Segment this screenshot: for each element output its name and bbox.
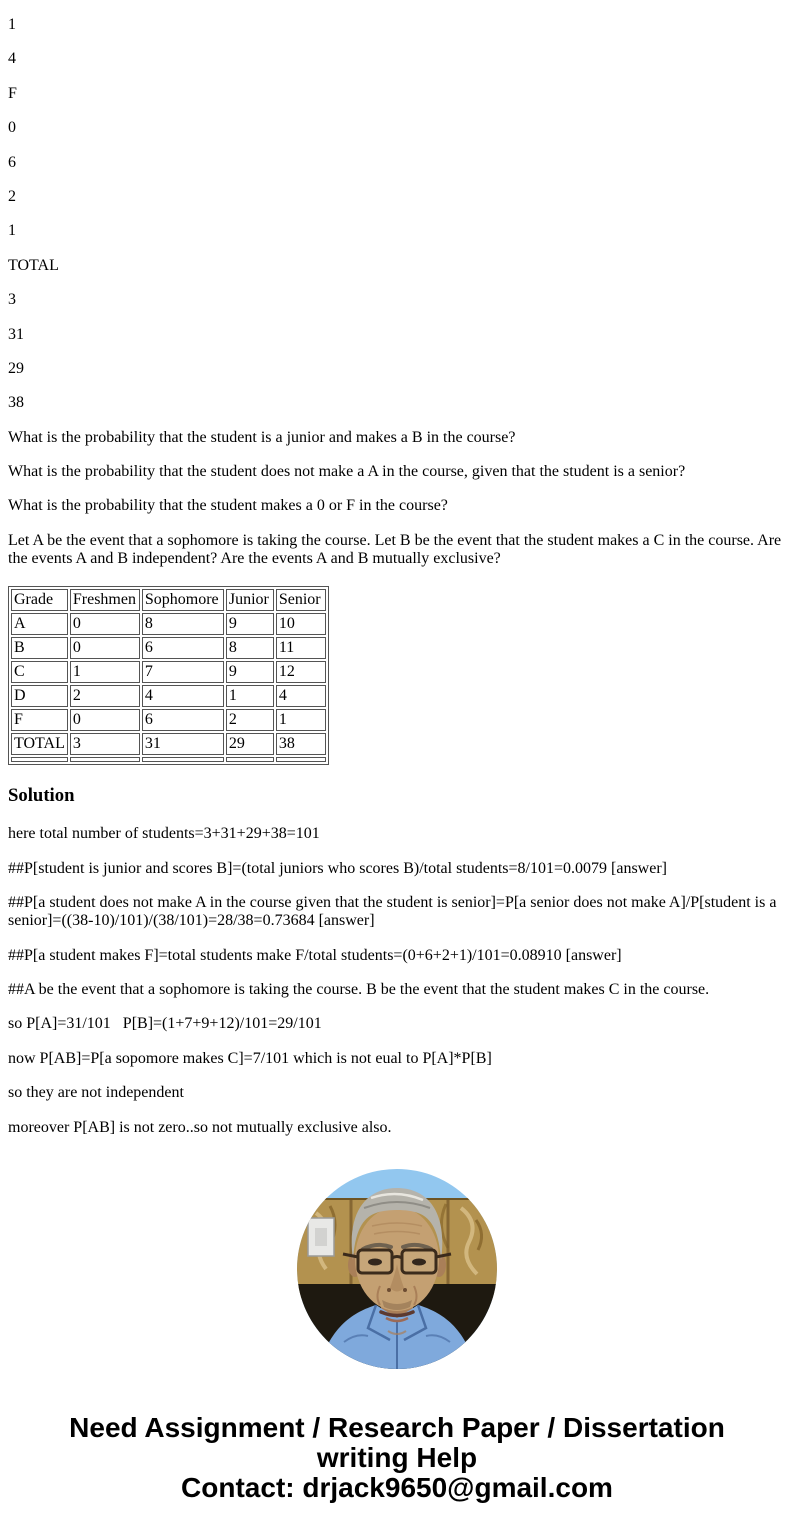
solution-paragraph: ##A be the event that a sophomore is taking the course. B be the event that the student makes C in the course. [8,981,710,999]
glasses-bridge [392,1257,402,1259]
solution-paragraph: here total number of students=3+31+29+38=101 [8,825,320,843]
tutor-photo-container [8,1168,786,1370]
table-cell: D [11,685,68,707]
table-cell: 7 [142,661,224,683]
top-list-item: 29 [8,359,24,377]
table-header-cell: Freshmen [70,589,140,611]
table-cell: 12 [276,661,326,683]
table-cell: 8 [226,637,274,659]
top-list-item: TOTAL [8,256,59,274]
table-cell: 0 [70,637,140,659]
table-cell: 1 [226,685,274,707]
top-list-item: 4 [8,50,16,68]
table-empty-row [11,757,326,762]
table-cell: 1 [70,661,140,683]
top-list-item: 31 [8,325,24,343]
table-empty-cell [70,757,140,762]
footer-contact-line: Contact: drjack9650@gmail.com [181,1472,613,1504]
solution-paragraph: ##P[a student does not make A in the course given that the student is senior]=P[a senior does not make A]/P[student is a senior]=((38-10)/101)/(38/101)=28/38=0.73684 [answer] [8,893,781,930]
table-cell: 2 [70,685,140,707]
table-header-cell: Junior [226,589,274,611]
grade-table-header-row [11,589,326,611]
solution-paragraph: now P[AB]=P[a sopomore makes C]=7/101 which is not eual to P[A]*P[B] [8,1049,492,1067]
table-cell: 0 [70,613,140,635]
question-paragraph: What is the probability that the student makes a 0 or F in the course? [8,497,448,515]
solution-paragraph: so they are not independent [8,1084,184,1102]
solution-paragraph: so P[A]=31/101 P[B]=(1+7+9+12)/101=29/101 [8,1015,322,1033]
table-cell: 0 [70,709,140,731]
solution-heading: Solution [8,784,75,806]
table-cell: 38 [276,733,326,755]
table-cell: 1 [276,709,326,731]
table-cell: 9 [226,661,274,683]
top-list-item: 1 [8,16,16,33]
top-list-item: 2 [8,187,16,205]
question-paragraph: What is the probability that the student is a junior and makes a B in the course? [8,428,516,446]
solution-paragraph: ##P[student is junior and scores B]=(total juniors who scores B)/total students=8/101=0.0079 [answer] [8,859,667,877]
table-row [11,613,326,635]
table-cell: 4 [276,685,326,707]
table-cell: 6 [142,637,224,659]
table-cell: 2 [226,709,274,731]
footer-advert [8,1413,786,1503]
table-row [11,709,326,731]
table-cell: 10 [276,613,326,635]
nostril [387,1288,391,1292]
table-cell: 11 [276,637,326,659]
top-list-item: 6 [8,153,16,171]
top-value-list [8,16,786,413]
table-cell: 6 [142,709,224,731]
table-empty-cell [276,757,326,762]
table-header-cell: Grade [11,589,68,611]
table-cell: F [11,709,68,731]
top-list-item: 0 [8,119,16,137]
solution-paragraph: ##P[a student makes F]=total students make F/total students=(0+6+2+1)/101=0.08910 [answer] [8,946,622,964]
grade-table [8,586,329,765]
table-row [11,685,326,707]
table-header-cell: Sophomore [142,589,224,611]
question-paragraph: Let A be the event that a sophomore is taking the course. Let B be the event that the student makes a C in the course. Are the events A and B independent? Are the events A and B mutually exclusive? [8,531,786,568]
table-header-cell: Senior [276,589,326,611]
table-cell: 4 [142,685,224,707]
table-empty-cell [142,757,224,762]
eye [368,1259,382,1266]
footer-help-line: Need Assignment / Research Paper / Dissertation [69,1412,725,1444]
top-list-item: 3 [8,291,16,309]
table-cell: 29 [226,733,274,755]
nostril [403,1288,407,1292]
table-cell: B [11,637,68,659]
table-cell: 3 [70,733,140,755]
table-row [11,637,326,659]
table-empty-cell [11,757,68,762]
table-cell: 31 [142,733,224,755]
top-list-item: 1 [8,222,16,240]
questions-section [8,429,786,569]
table-cell: 9 [226,613,274,635]
table-row [11,661,326,683]
question-paragraph: What is the probability that the student does not make a A in the course, given that the student is a senior? [8,463,686,481]
table-empty-cell [226,757,274,762]
top-list-item: 38 [8,394,24,412]
tutor-photo [296,1168,498,1370]
top-list-item: F [8,84,17,102]
table-cell: C [11,661,68,683]
solution-section [8,785,786,1137]
table-cell: TOTAL [11,733,68,755]
table-cell: A [11,613,68,635]
eye [412,1259,426,1266]
footer-help-line: writing Help [316,1442,478,1474]
table-row-total [11,733,326,755]
solution-paragraph: moreover P[AB] is not zero..so not mutually exclusive also. [8,1118,392,1136]
table-cell: 8 [142,613,224,635]
